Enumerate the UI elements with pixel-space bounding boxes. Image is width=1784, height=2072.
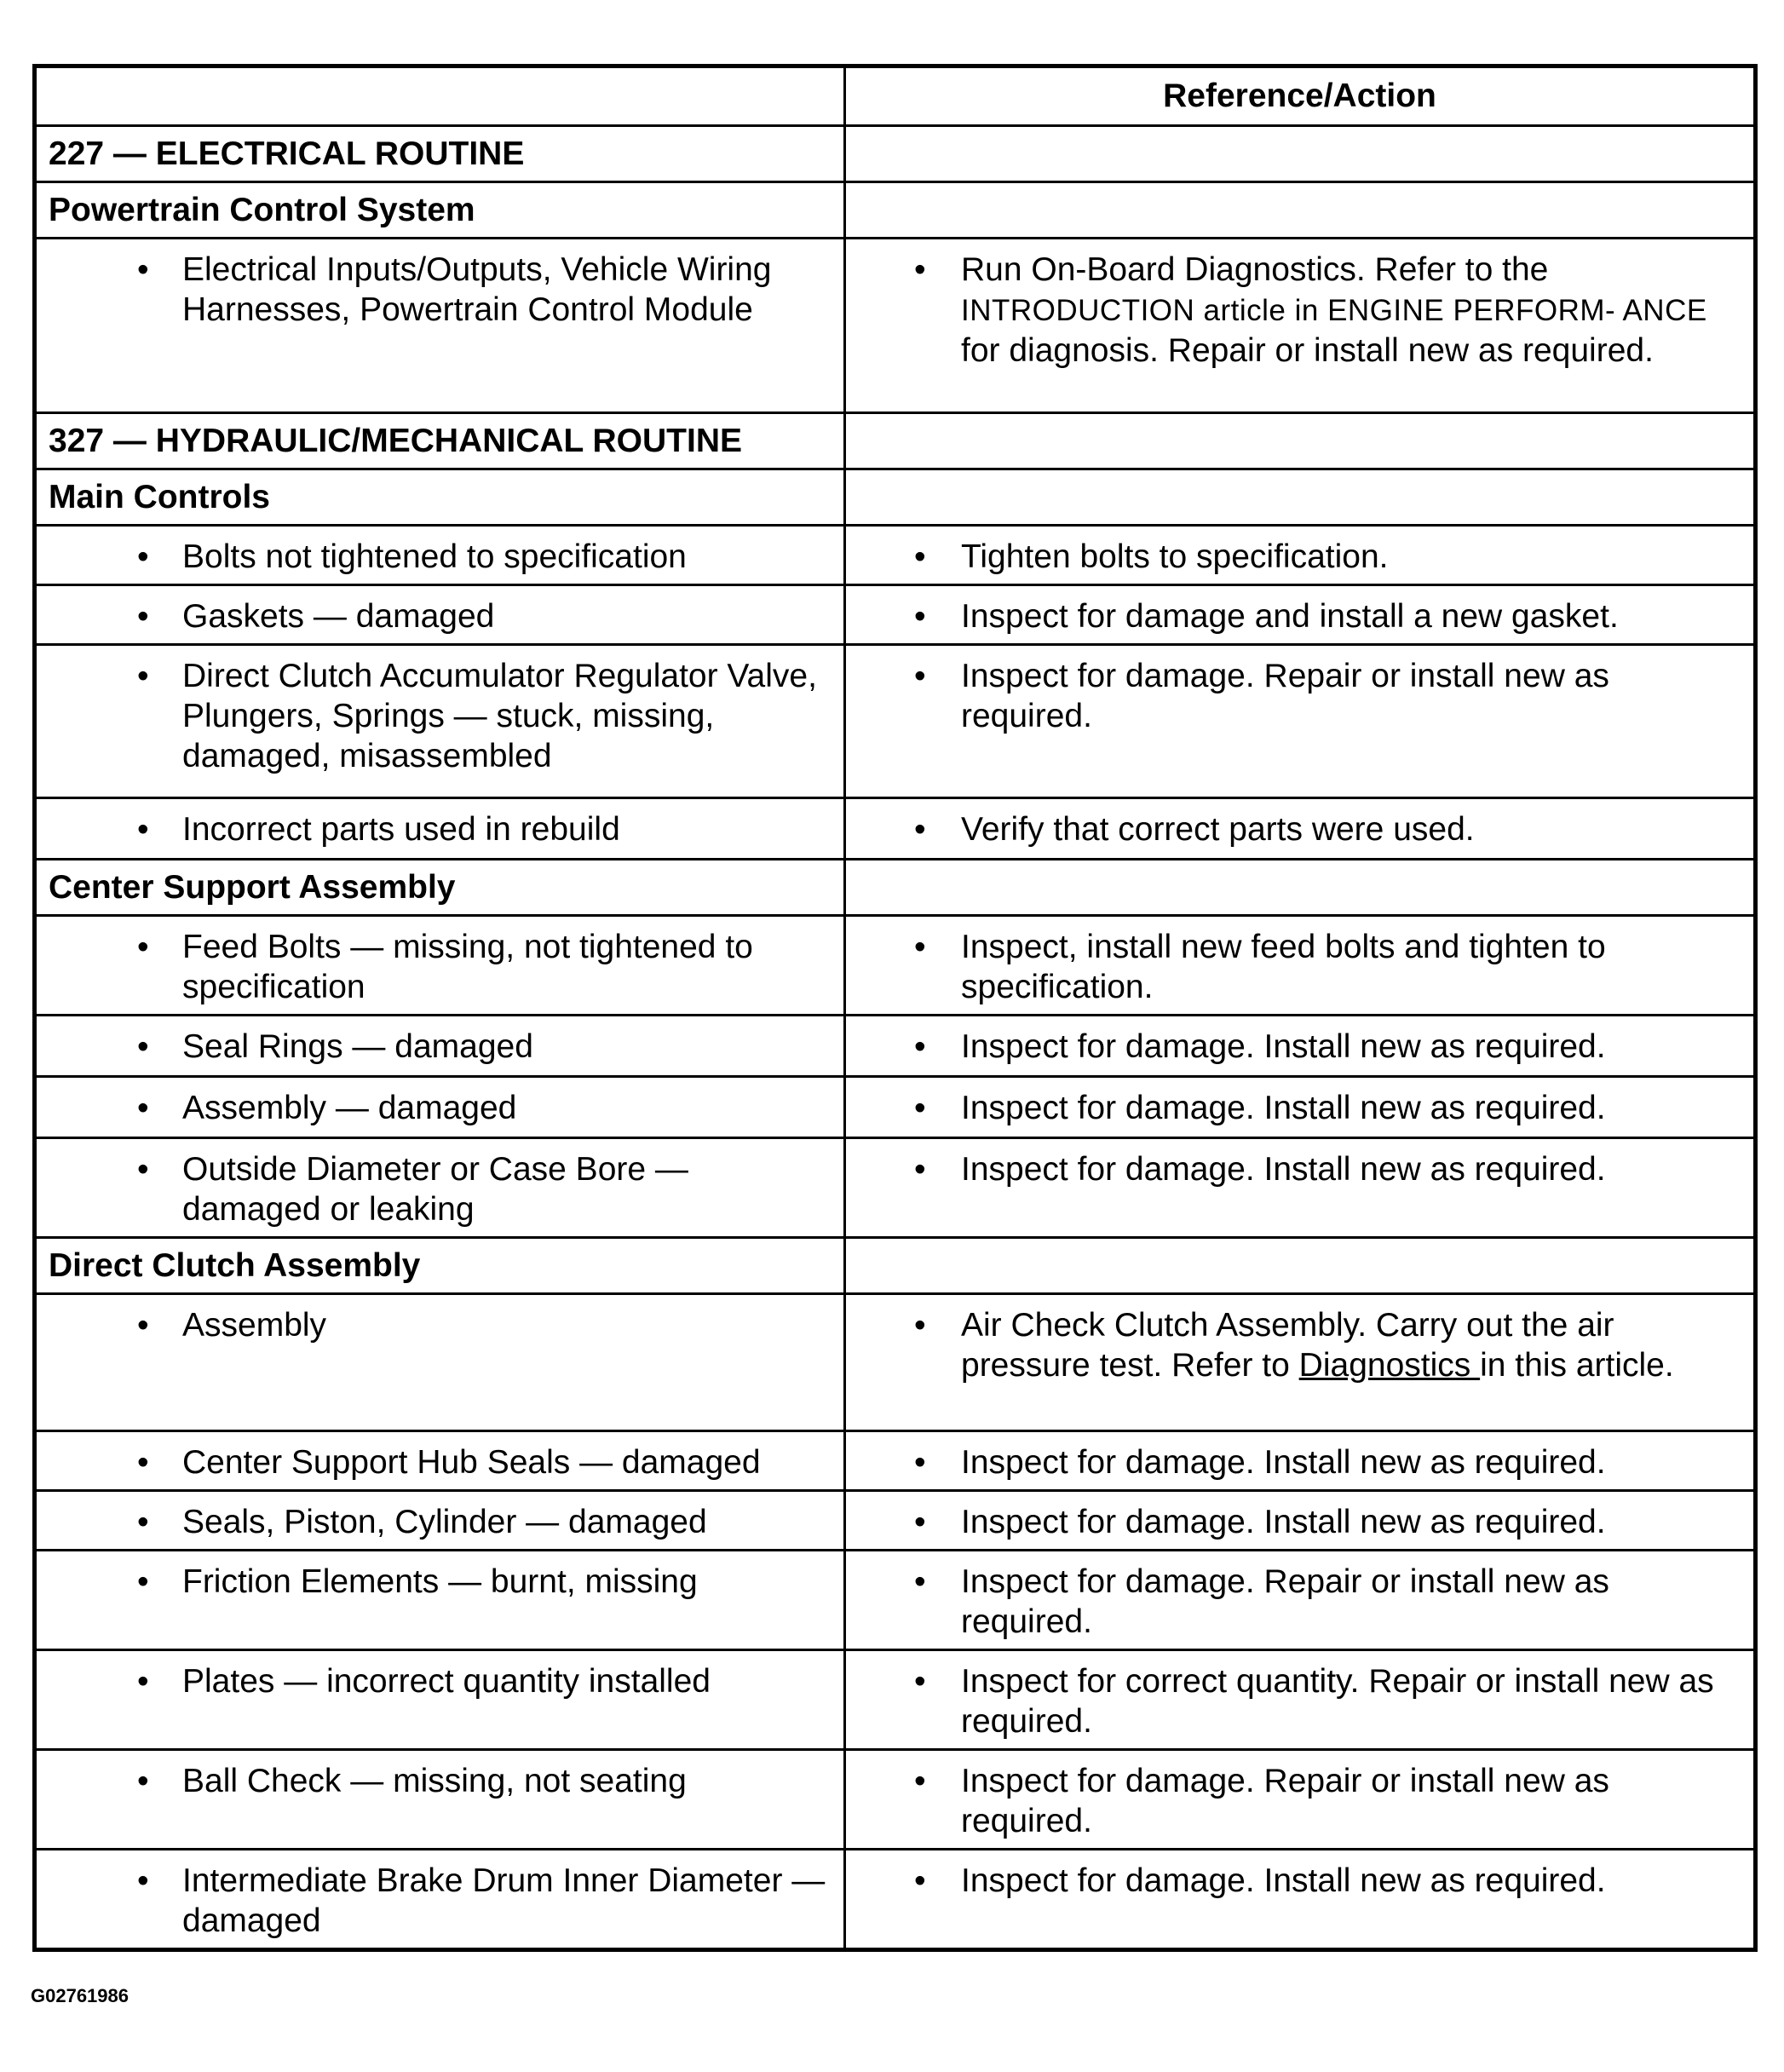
table-row — [35, 1077, 1756, 1138]
section-empty-cell — [845, 469, 1756, 526]
cause-cell — [35, 798, 845, 860]
cause-text: • Ball Check — missing, not seating — [37, 1751, 843, 1808]
table-header-row — [35, 66, 1756, 126]
cause-text: • Friction Elements — burnt, missing — [37, 1551, 843, 1609]
figure-code: G02761986 — [31, 1985, 129, 2006]
section-label: 327 — HYDRAULIC/MECHANICAL ROUTINE — [35, 413, 845, 469]
diagnostics-link[interactable]: Diagnostics — [1298, 1347, 1481, 1384]
table-row — [35, 526, 1756, 585]
section-row — [35, 182, 1756, 239]
section-empty-cell — [845, 860, 1756, 916]
action-text: • Inspect for damage. Repair or install new as required. — [846, 646, 1753, 743]
cause-cell — [35, 1551, 845, 1650]
table-row — [35, 1138, 1756, 1238]
action-text: • Verify that correct parts were used. — [846, 799, 1753, 856]
table-row — [35, 1294, 1756, 1431]
cause-cell — [35, 1850, 845, 1950]
cause-cell — [35, 1294, 845, 1431]
action-text: • Inspect for damage and install a new gasket. — [846, 586, 1753, 643]
action-text: • Inspect for correct quantity. Repair or install new as required. — [846, 1651, 1753, 1748]
cause-text: • Direct Clutch Accumulator Regulator Valve, Plungers, Springs — stuck, missing, damaged, misassembled — [37, 646, 843, 783]
section-label: 227 — ELECTRICAL ROUTINE — [35, 126, 845, 182]
action-text: • Inspect for damage. Install new as required. — [846, 1492, 1753, 1549]
cause-text: • Plates — incorrect quantity installed — [37, 1651, 843, 1708]
table-row — [35, 916, 1756, 1016]
table-row — [35, 239, 1756, 413]
action-text: • Inspect for damage. Repair or install new as required. — [846, 1751, 1753, 1848]
table-row — [35, 1650, 1756, 1750]
action-text: • Inspect, install new feed bolts and tighten to specification. — [846, 917, 1753, 1014]
action-cell — [845, 585, 1756, 645]
cause-text: • Intermediate Brake Drum Inner Diameter — damaged — [37, 1850, 843, 1948]
section-row — [35, 860, 1756, 916]
action-cell — [845, 239, 1756, 413]
table-row — [35, 1850, 1756, 1950]
section-label: Center Support Assembly — [35, 860, 845, 916]
action-text-part: Run On-Board Diagnostics. Refer to the — [961, 251, 1549, 288]
table-row — [35, 798, 1756, 860]
header-reference-action: Reference/Action — [845, 66, 1756, 126]
action-cell — [845, 1551, 1756, 1650]
action-text: • Tighten bolts to specification. — [846, 527, 1753, 584]
action-text: • Inspect for damage. Repair or install new as required. — [846, 1551, 1753, 1649]
table-row — [35, 585, 1756, 645]
cause-cell — [35, 645, 845, 798]
section-empty-cell — [845, 413, 1756, 469]
cause-cell — [35, 1016, 845, 1077]
action-cell — [845, 645, 1756, 798]
cause-cell — [35, 1077, 845, 1138]
cause-cell — [35, 526, 845, 585]
section-row — [35, 469, 1756, 526]
table-row — [35, 1491, 1756, 1551]
section-label: Main Controls — [35, 469, 845, 526]
action-text: • Inspect for damage. Install new as required. — [846, 1016, 1753, 1073]
section-empty-cell — [845, 182, 1756, 239]
action-text: • Inspect for damage. Install new as required. — [846, 1078, 1753, 1135]
cause-cell — [35, 1650, 845, 1750]
action-cell — [845, 1016, 1756, 1077]
action-cell — [845, 1850, 1756, 1950]
action-text-part: Air Check Clutch Assembly. Carry out the air pressure test. Refer to — [961, 1307, 1614, 1384]
article-reference: INTRODUCTION article in ENGINE PERFORM- ANCE — [961, 294, 1707, 327]
action-text — [846, 239, 1753, 377]
section-row — [35, 126, 1756, 182]
action-cell — [845, 1294, 1756, 1431]
action-cell — [845, 1077, 1756, 1138]
action-text: • Inspect for damage. Install new as required. — [846, 1432, 1753, 1489]
table-row — [35, 1431, 1756, 1491]
action-text: • Inspect for damage. Install new as required. — [846, 1850, 1753, 1908]
section-row — [35, 1238, 1756, 1294]
action-cell — [845, 1491, 1756, 1551]
action-text-part: in this article. — [1480, 1347, 1674, 1384]
cause-text: • Seal Rings — damaged — [37, 1016, 843, 1073]
section-row — [35, 413, 1756, 469]
cause-text: • Incorrect parts used in rebuild — [37, 799, 843, 856]
action-text-part: for diagnosis. Repair or install new as required. — [961, 332, 1654, 369]
section-label: Powertrain Control System — [35, 182, 845, 239]
action-cell — [845, 526, 1756, 585]
table-row — [35, 1016, 1756, 1077]
section-empty-cell — [845, 126, 1756, 182]
cause-text: • Feed Bolts — missing, not tightened to specification — [37, 917, 843, 1014]
cause-text: • Assembly — [37, 1295, 843, 1352]
cause-cell — [35, 239, 845, 413]
cause-text: • Center Support Hub Seals — damaged — [37, 1432, 843, 1489]
table-row — [35, 645, 1756, 798]
diagnosis-table — [32, 64, 1758, 1952]
action-cell — [845, 1431, 1756, 1491]
cause-text: • Seals, Piston, Cylinder — damaged — [37, 1492, 843, 1549]
cause-text: • Outside Diameter or Case Bore — damaged or leaking — [37, 1139, 843, 1236]
cause-text: • Electrical Inputs/Outputs, Vehicle Wiring Harnesses, Powertrain Control Module — [37, 239, 843, 337]
cause-cell — [35, 916, 845, 1016]
table-row — [35, 1750, 1756, 1850]
cause-cell — [35, 1431, 845, 1491]
table-body — [35, 126, 1756, 1950]
action-cell — [845, 1138, 1756, 1238]
cause-cell — [35, 1750, 845, 1850]
cause-text: • Assembly — damaged — [37, 1078, 843, 1135]
cause-text: • Gaskets — damaged — [37, 586, 843, 643]
header-col-1 — [35, 66, 845, 126]
cause-text: • Bolts not tightened to specification — [37, 527, 843, 584]
action-cell — [845, 916, 1756, 1016]
cause-cell — [35, 1491, 845, 1551]
action-text — [846, 1295, 1753, 1392]
cause-cell — [35, 1138, 845, 1238]
section-empty-cell — [845, 1238, 1756, 1294]
action-cell — [845, 1750, 1756, 1850]
cause-cell — [35, 585, 845, 645]
action-text: • Inspect for damage. Install new as required. — [846, 1139, 1753, 1196]
action-cell — [845, 798, 1756, 860]
action-cell — [845, 1650, 1756, 1750]
section-label: Direct Clutch Assembly — [35, 1238, 845, 1294]
table-row — [35, 1551, 1756, 1650]
